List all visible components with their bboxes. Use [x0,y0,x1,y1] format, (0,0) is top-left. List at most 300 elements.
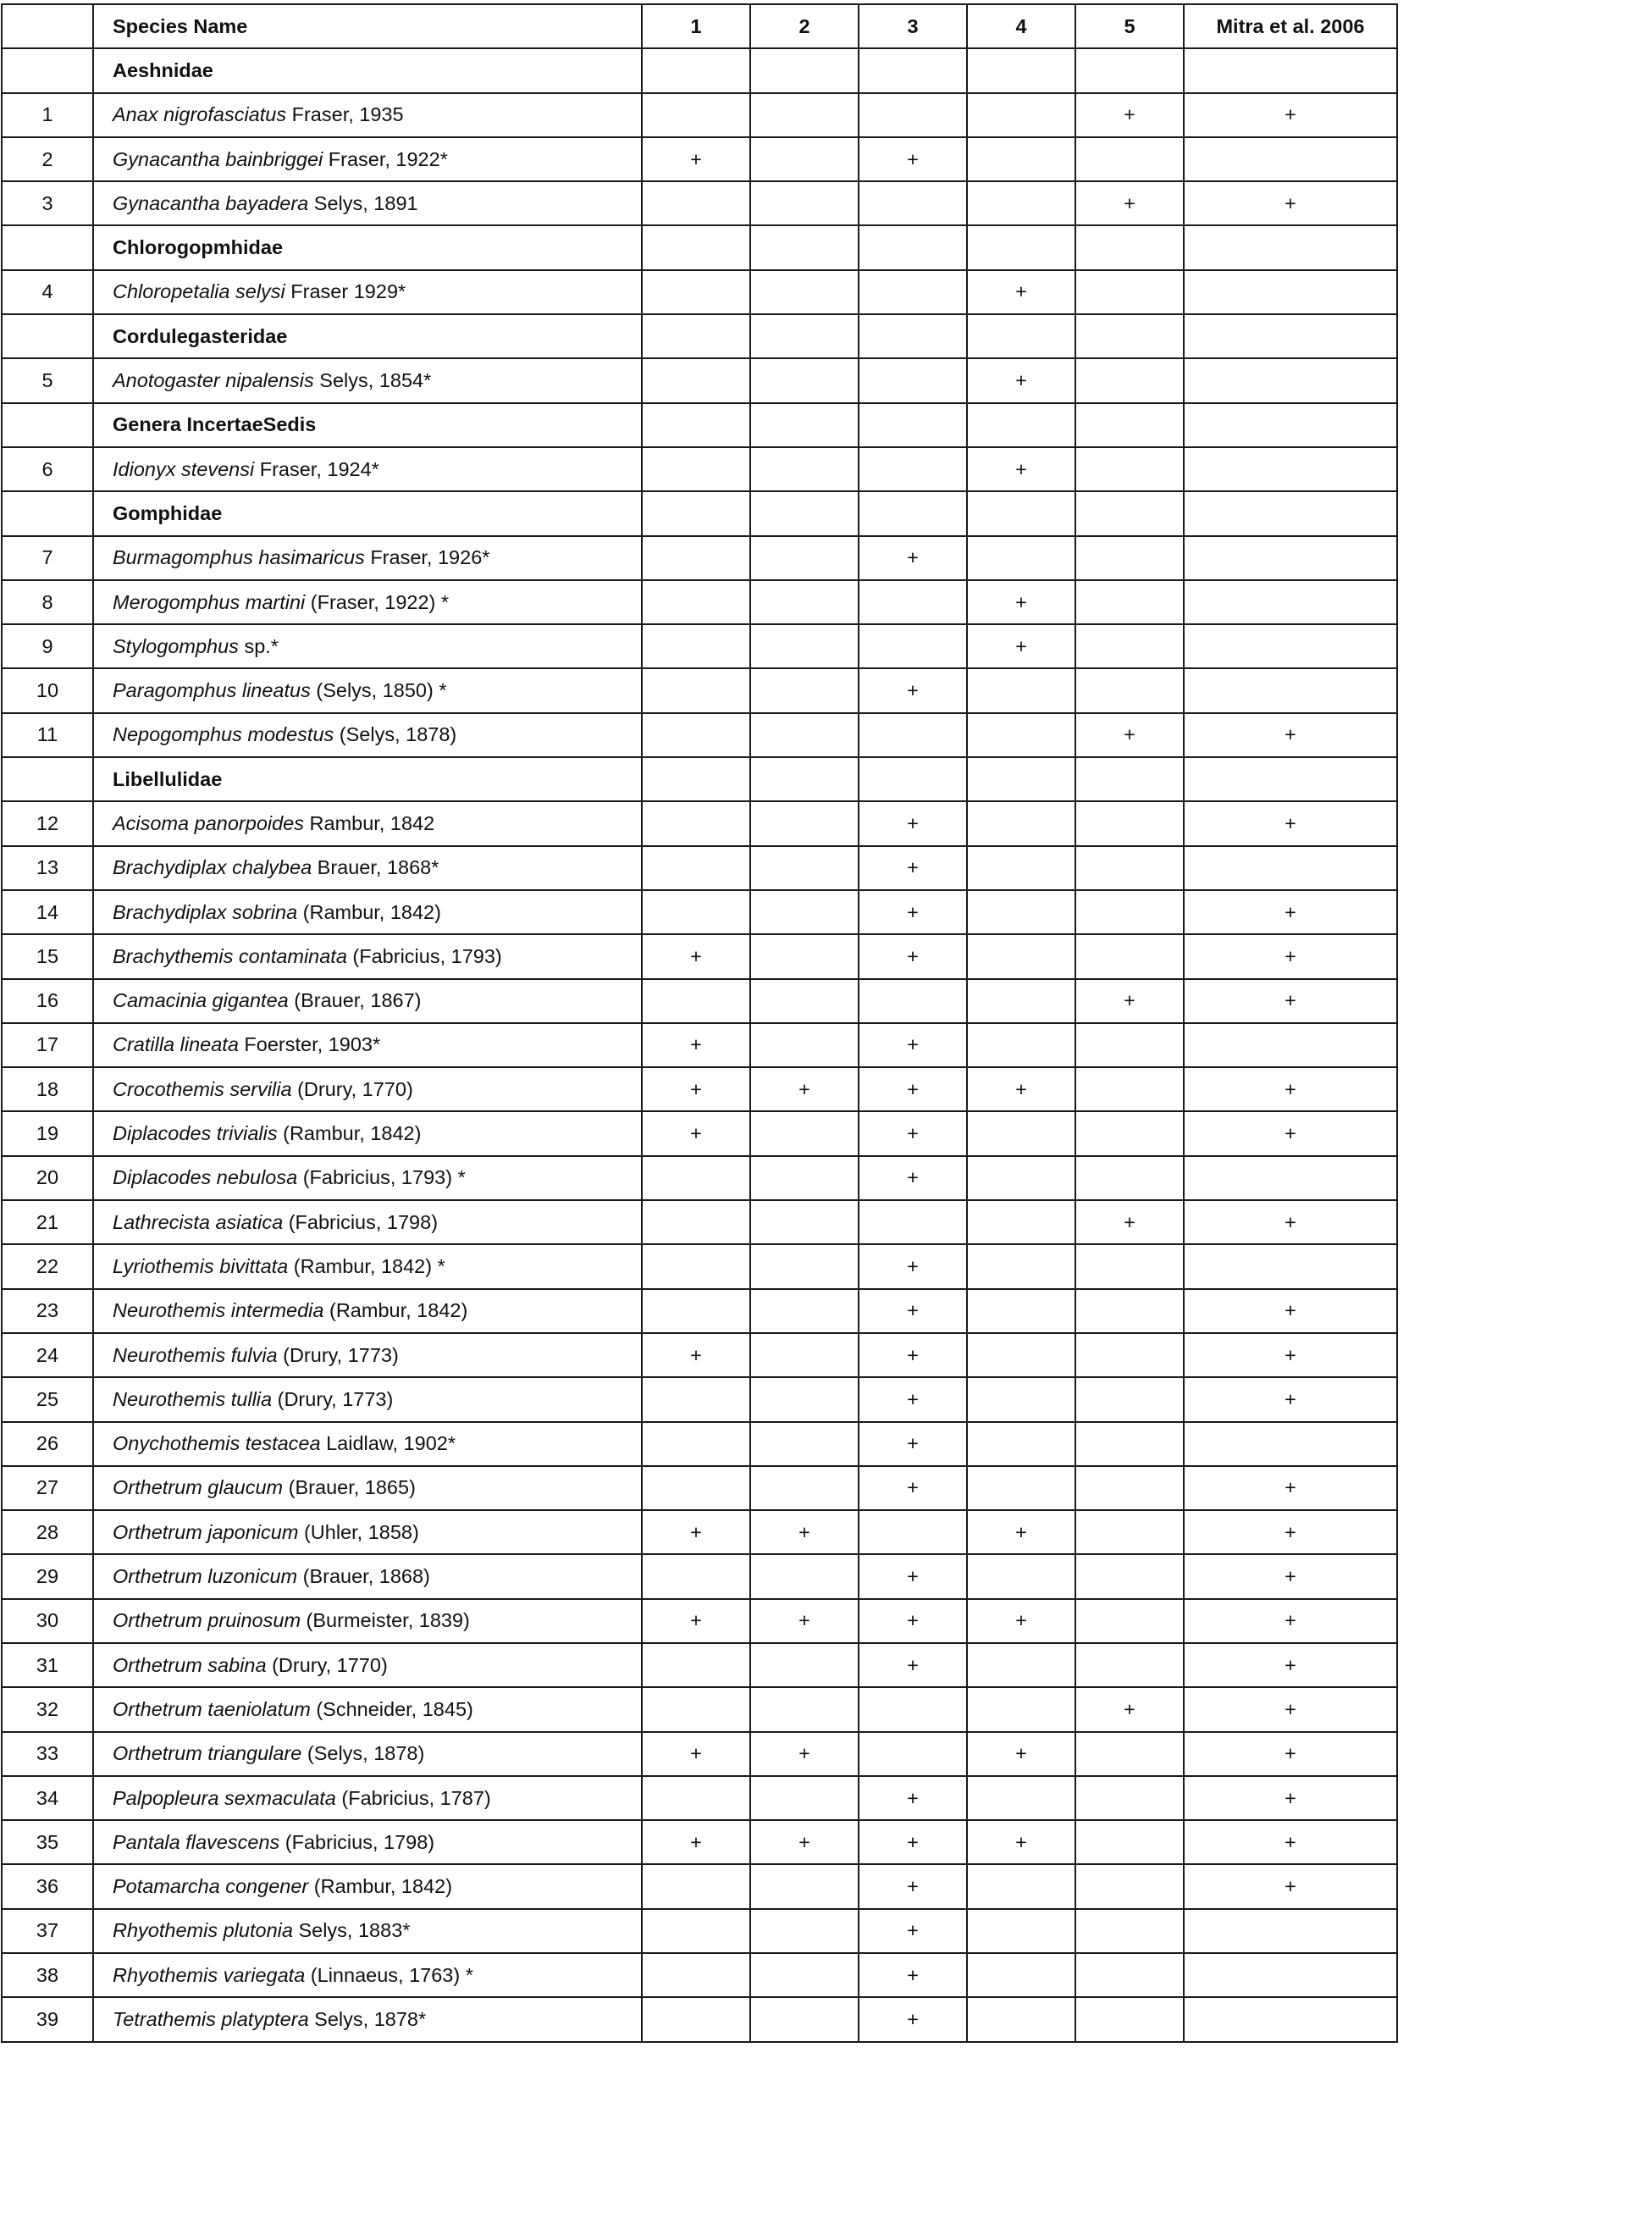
species-author: Selys, 1883* [292,1919,411,1942]
mark-cell-3: + [859,1909,967,1953]
species-name [93,1510,642,1554]
mark-cell-1: + [642,1333,750,1377]
mark-cell-5 [1075,1377,1184,1421]
species-name [93,1377,642,1421]
mitra-cell [1184,1244,1397,1288]
mark-cell-2 [750,358,859,402]
mark-cell-2 [750,1333,859,1377]
species-binomial: Brachydiplax sobrina [113,900,298,923]
mark-cell-2 [750,1200,859,1244]
mark-cell-4 [967,1643,1075,1687]
mark-cell-1 [642,1554,750,1598]
family-row [2,491,1397,535]
species-name [93,137,642,181]
mark-cell-5: + [1075,93,1184,137]
species-binomial: Anax nigrofasciatus [113,103,287,126]
mark-cell-2 [750,1687,859,1731]
table-row [2,846,1397,890]
row-number: 26 [2,1422,93,1466]
mark-cell-5 [1075,1289,1184,1333]
mitra-cell [1184,358,1397,402]
table-row [2,447,1397,491]
mark-cell-5 [1075,1422,1184,1466]
mark-cell-5 [1075,1244,1184,1288]
mitra-cell [1184,624,1397,668]
species-author: (Rambur, 1842) [277,1122,422,1145]
mark-cell [967,314,1075,358]
mark-cell-4 [967,846,1075,890]
row-number [2,403,93,447]
mark-cell-5 [1075,137,1184,181]
mark-cell-5 [1075,1953,1184,1997]
table-row [2,1953,1397,1997]
mark-cell-2: + [750,1820,859,1864]
mark-cell-5 [1075,447,1184,491]
species-binomial: Potamarcha congener [113,1875,309,1898]
species-name [93,1333,642,1377]
table-row [2,1732,1397,1776]
mark-cell-4 [967,1377,1075,1421]
mark-cell [859,491,967,535]
mark-cell-4: + [967,1510,1075,1554]
mark-cell-1 [642,979,750,1023]
mark-cell-2 [750,1864,859,1908]
mark-cell-5 [1075,1510,1184,1554]
table-row [2,1820,1397,1864]
table-row [2,1023,1397,1067]
mitra-cell [1184,580,1397,624]
mark-cell-1: + [642,1732,750,1776]
mark-cell-4: + [967,1820,1075,1864]
mitra-cell: + [1184,934,1397,978]
species-binomial: Orthetrum triangulare [113,1742,302,1765]
species-author: (Fraser, 1922) * [305,590,450,613]
table-row [2,1422,1397,1466]
species-name [93,1599,642,1643]
species-binomial: Burmagomphus hasimaricus [113,546,365,569]
species-binomial: Anotogaster nipalensis [113,369,314,392]
row-number: 15 [2,934,93,978]
mark-cell-2 [750,1466,859,1510]
mark-cell-1 [642,181,750,225]
mark-cell-2 [750,1953,859,1997]
row-number: 22 [2,1244,93,1288]
species-author: (Fabricius, 1798) [283,1210,439,1233]
species-name [93,1023,642,1067]
row-number: 39 [2,1997,93,2041]
species-author: (Drury, 1773) [272,1387,394,1410]
species-name [93,270,642,314]
species-name [93,1244,642,1288]
family-row [2,314,1397,358]
species-binomial: Rhyothemis variegata [113,1963,306,1986]
mark-cell-4 [967,1200,1075,1244]
species-name [93,1111,642,1155]
species-binomial: Camacinia gigantea [113,989,289,1012]
species-binomial: Brachydiplax chalybea [113,856,312,879]
mark-cell-1 [642,1864,750,1908]
mark-cell [642,403,750,447]
mark-cell-3: + [859,137,967,181]
species-author: (Selys, 1878) [301,1742,425,1765]
row-number: 35 [2,1820,93,1864]
mark-cell-2: + [750,1510,859,1554]
table-row [2,181,1397,225]
mitra-cell: + [1184,1289,1397,1333]
header-col-5: 5 [1075,4,1184,48]
mark-cell-4 [967,1333,1075,1377]
row-number: 28 [2,1510,93,1554]
species-author: Fraser, 1924* [254,457,379,480]
row-number: 16 [2,979,93,1023]
row-number: 9 [2,624,93,668]
mark-cell [1075,48,1184,92]
table-row [2,1466,1397,1510]
species-name [93,580,642,624]
mitra-cell [1184,1422,1397,1466]
species-binomial: Gynacantha bayadera [113,191,309,214]
species-name [93,1997,642,2041]
mark-cell-3 [859,1687,967,1731]
mark-cell-2 [750,1554,859,1598]
mark-cell-1: + [642,1111,750,1155]
species-binomial: Orthetrum glaucum [113,1476,284,1499]
mark-cell-5 [1075,846,1184,890]
mitra-cell [1184,403,1397,447]
mark-cell [642,314,750,358]
mitra-cell: + [1184,1200,1397,1244]
mark-cell-1 [642,270,750,314]
species-binomial: Palpopleura sexmaculata [113,1786,336,1809]
species-name [93,1643,642,1687]
mark-cell-2: + [750,1732,859,1776]
mark-cell [859,403,967,447]
table-row [2,713,1397,757]
mark-cell-4 [967,1111,1075,1155]
mark-cell-4 [967,1554,1075,1598]
species-author: (Brauer, 1868) [297,1565,430,1588]
species-binomial: Lathrecista asiatica [113,1210,284,1233]
mark-cell-4 [967,536,1075,580]
mark-cell-2 [750,447,859,491]
mark-cell-1 [642,1200,750,1244]
table-row [2,270,1397,314]
mark-cell-3 [859,624,967,668]
row-number: 21 [2,1200,93,1244]
row-number: 27 [2,1466,93,1510]
mitra-cell [1184,846,1397,890]
mark-cell-4 [967,801,1075,845]
mark-cell-1 [642,447,750,491]
row-number: 33 [2,1732,93,1776]
mark-cell-5 [1075,1820,1184,1864]
species-author: (Burmeister, 1839) [301,1609,470,1632]
row-number: 14 [2,890,93,934]
mitra-cell: + [1184,1466,1397,1510]
mark-cell-5: + [1075,1200,1184,1244]
mitra-cell: + [1184,1643,1397,1687]
mitra-cell [1184,1997,1397,2041]
mark-cell-3 [859,580,967,624]
mark-cell-5 [1075,668,1184,712]
mark-cell-1: + [642,1599,750,1643]
species-author: (Rambur, 1842) [308,1875,453,1898]
row-number: 4 [2,270,93,314]
mark-cell-2 [750,536,859,580]
table-row [2,1244,1397,1288]
species-author: (Drury, 1770) [291,1077,413,1100]
mark-cell-3 [859,979,967,1023]
mitra-cell [1184,668,1397,712]
species-name [93,1820,642,1864]
species-name [93,713,642,757]
mark-cell-4 [967,890,1075,934]
species-author: (Selys, 1878) [334,723,457,746]
header-species-name: Species Name [93,4,642,48]
mark-cell-1 [642,713,750,757]
header-row [2,4,1397,48]
table-row [2,1554,1397,1598]
mark-cell [967,225,1075,269]
species-binomial: Crocothemis servilia [113,1077,292,1100]
mark-cell-5 [1075,1909,1184,1953]
mark-cell-5 [1075,1333,1184,1377]
family-row [2,48,1397,92]
mark-cell-1: + [642,1023,750,1067]
species-name [93,934,642,978]
row-number: 37 [2,1909,93,1953]
mark-cell-1 [642,1909,750,1953]
species-binomial: Brachythemis contaminata [113,944,347,967]
header-mitra: Mitra et al. 2006 [1184,4,1397,48]
species-name [93,536,642,580]
species-name [93,979,642,1023]
species-name [93,624,642,668]
mark-cell-2 [750,1111,859,1155]
mitra-cell: + [1184,713,1397,757]
mark-cell [750,314,859,358]
row-number: 32 [2,1687,93,1731]
species-name [93,1732,642,1776]
mark-cell-3: + [859,1156,967,1200]
mark-cell-4 [967,1289,1075,1333]
row-number: 8 [2,580,93,624]
mark-cell-3: + [859,890,967,934]
mark-cell-5 [1075,1156,1184,1200]
species-name [93,1687,642,1731]
mark-cell-5 [1075,580,1184,624]
table-row [2,801,1397,845]
mark-cell-4 [967,1953,1075,1997]
mark-cell-2 [750,1156,859,1200]
mark-cell-3: + [859,846,967,890]
mark-cell-1 [642,93,750,137]
species-name [93,846,642,890]
row-number [2,48,93,92]
mark-cell-2 [750,1997,859,2041]
mark-cell-3 [859,358,967,402]
species-binomial: Neurothemis intermedia [113,1299,324,1322]
row-number: 19 [2,1111,93,1155]
species-author: (Rambur, 1842) [297,900,441,923]
table-row [2,668,1397,712]
species-name [93,1422,642,1466]
mitra-cell [1184,270,1397,314]
species-author: (Drury, 1770) [266,1653,388,1676]
mark-cell-4 [967,137,1075,181]
species-binomial: Lyriothemis bivittata [113,1254,289,1277]
mark-cell-2 [750,1377,859,1421]
mark-cell-3 [859,1732,967,1776]
species-author: Brauer, 1868* [312,856,439,879]
mark-cell-5: + [1075,713,1184,757]
family-name: Cordulegasteridae [93,314,642,358]
mark-cell-3: + [859,1023,967,1067]
mark-cell-3: + [859,1422,967,1466]
mark-cell-4 [967,934,1075,978]
species-binomial: Orthetrum japonicum [113,1520,299,1543]
family-name: Aeshnidae [93,48,642,92]
table-row [2,137,1397,181]
species-author: Fraser, 1922* [323,147,448,170]
species-binomial: Onychothemis testacea [113,1432,321,1455]
mark-cell-1 [642,1156,750,1200]
mark-cell-1 [642,890,750,934]
row-number: 1 [2,93,93,137]
family-row [2,225,1397,269]
table-row [2,624,1397,668]
mark-cell-5 [1075,1466,1184,1510]
mark-cell-3: + [859,1067,967,1111]
mark-cell-4 [967,1156,1075,1200]
mark-cell-1 [642,801,750,845]
mark-cell-1 [642,1289,750,1333]
mark-cell-5 [1075,1732,1184,1776]
mark-cell-1: + [642,934,750,978]
mitra-cell: + [1184,1732,1397,1776]
header-col-2: 2 [750,4,859,48]
mark-cell [859,225,967,269]
mark-cell [642,491,750,535]
species-author: Fraser 1929* [285,280,406,303]
row-number: 3 [2,181,93,225]
species-author: (Drury, 1773) [277,1343,399,1366]
mitra-cell [1184,137,1397,181]
mitra-cell [1184,314,1397,358]
mark-cell [1075,403,1184,447]
mark-cell-3 [859,93,967,137]
mark-cell-1 [642,1953,750,1997]
row-number: 18 [2,1067,93,1111]
row-number: 11 [2,713,93,757]
mitra-cell: + [1184,1067,1397,1111]
species-binomial: Orthetrum luzonicum [113,1565,298,1588]
mark-cell-1 [642,1244,750,1288]
species-name [93,1554,642,1598]
mark-cell-2 [750,580,859,624]
mark-cell-4 [967,93,1075,137]
mitra-cell: + [1184,1820,1397,1864]
mark-cell-4 [967,1023,1075,1067]
table-row [2,1111,1397,1155]
mark-cell-3: + [859,934,967,978]
mark-cell-4: + [967,270,1075,314]
species-binomial: Cratilla lineata [113,1033,239,1056]
mark-cell-4: + [967,358,1075,402]
species-binomial: Diplacodes trivialis [113,1122,278,1145]
mark-cell-1: + [642,1820,750,1864]
species-name [93,1289,642,1333]
species-binomial: Pantala flavescens [113,1830,280,1853]
row-number [2,314,93,358]
mark-cell-3 [859,270,967,314]
row-number [2,225,93,269]
mark-cell-5 [1075,1864,1184,1908]
mark-cell-4 [967,979,1075,1023]
mark-cell-5 [1075,1776,1184,1820]
mark-cell-1 [642,668,750,712]
mitra-cell: + [1184,1776,1397,1820]
row-number [2,757,93,801]
row-number: 25 [2,1377,93,1421]
mark-cell-3 [859,1510,967,1554]
species-name [93,1909,642,1953]
mark-cell-3: + [859,1864,967,1908]
mark-cell-4: + [967,1599,1075,1643]
species-author: (Fabricius, 1793) * [297,1166,466,1189]
header-number [2,4,93,48]
species-author: (Rambur, 1842) * [288,1254,445,1277]
mark-cell-3: + [859,1244,967,1288]
species-binomial: Diplacodes nebulosa [113,1166,298,1189]
table-row [2,1200,1397,1244]
mitra-cell [1184,48,1397,92]
species-author: Selys, 1878* [308,2008,427,2030]
table-row [2,1377,1397,1421]
mark-cell-2 [750,668,859,712]
mark-cell-1 [642,580,750,624]
mark-cell-1 [642,1997,750,2041]
species-author: Foerster, 1903* [238,1033,381,1056]
mark-cell-4 [967,1997,1075,2041]
mark-cell-5 [1075,890,1184,934]
mitra-cell: + [1184,979,1397,1023]
mark-cell [859,757,967,801]
mark-cell [859,48,967,92]
table-body [2,48,1397,2041]
mark-cell-2 [750,181,859,225]
mark-cell-3: + [859,1953,967,1997]
species-name [93,1067,642,1111]
mark-cell-1 [642,846,750,890]
mark-cell-1: + [642,137,750,181]
table-row [2,890,1397,934]
mitra-cell: + [1184,1510,1397,1554]
row-number [2,491,93,535]
family-name: Gomphidae [93,491,642,535]
mark-cell-4: + [967,1732,1075,1776]
mark-cell-4 [967,1864,1075,1908]
mark-cell [1075,757,1184,801]
row-number: 34 [2,1776,93,1820]
species-author: sp.* [238,634,279,657]
mitra-cell: + [1184,1864,1397,1908]
mark-cell-3 [859,447,967,491]
species-name [93,890,642,934]
mark-cell-2 [750,1776,859,1820]
row-number: 23 [2,1289,93,1333]
table-row [2,580,1397,624]
